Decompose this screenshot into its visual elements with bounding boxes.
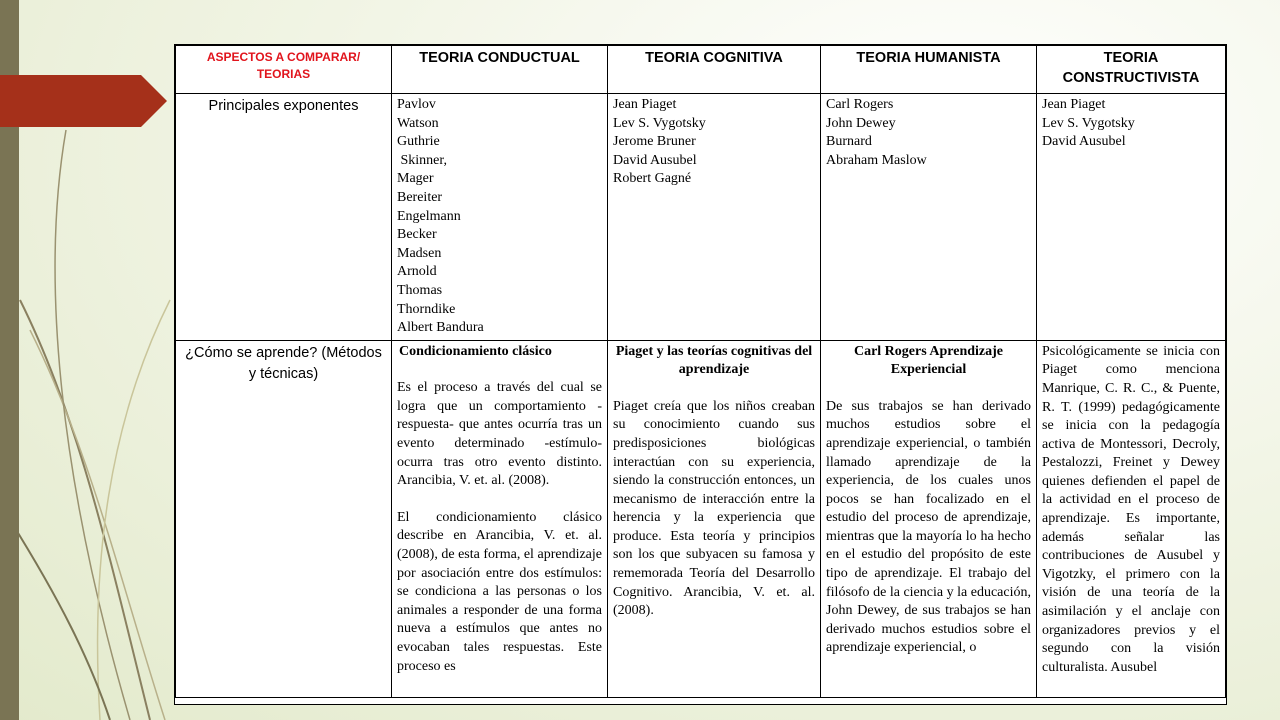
list-item: Pavlov	[397, 97, 436, 112]
list-item: Thomas	[397, 282, 443, 298]
list-item: Engelmann	[397, 208, 461, 224]
list-item: Lev S. Vygotsky	[613, 115, 706, 131]
header-constructivista: TEORIA CONSTRUCTIVISTA	[1037, 46, 1226, 94]
list-item: Becker	[397, 227, 437, 243]
cell-constructivista-metodos	[1037, 340, 1226, 698]
cell-paragraph: El condicionamiento clásico describe en Arancibia, V. et. al. (2008), de esta forma, el aprendizaje por asociación entre dos estímulos: se condiciona a las personas o los animales a responder de una forma nueva a estímulos que antes no evocaban tales respuestas. Este proceso es	[397, 509, 602, 674]
comparison-table	[174, 44, 1227, 705]
cell-humanista-exponentes	[821, 94, 1037, 341]
list-item: David Ausubel	[613, 152, 697, 168]
header-humanista: TEORIA HUMANISTA	[821, 46, 1037, 94]
table-header-row	[176, 46, 1226, 94]
cell-paragraph: De sus trabajos se han derivado muchos estudios sobre el aprendizaje experiencial, o también llamado aprendizaje de la experiencia, de los cuales unos pocos se han focalizado en el estudio del proceso de aprendizaje, mientras que la mayoría lo ha hecho en el estudio del propósito de este tipo de aprendizaje. El trabajo del filósofo de la ciencia y la educación, John Dewey, de sus trabajos se han derivado muchos estudios sobre el aprendizaje experiencial, o	[826, 398, 1031, 656]
cell-constructivista-exponentes	[1037, 94, 1226, 341]
list-item: Arnold	[397, 264, 437, 280]
list-item: Thorndike	[397, 301, 456, 317]
cell-cognitiva-exponentes	[608, 94, 821, 341]
list-item: David Ausubel	[1042, 134, 1126, 150]
list-item: Skinner,	[397, 152, 447, 168]
header-conductual: TEORIA CONDUCTUAL	[392, 46, 608, 94]
list-item: Robert Gagné	[613, 171, 692, 187]
list-item: Lev S. Vygotsky	[1042, 115, 1135, 131]
cell-title: Condicionamiento clásico	[399, 343, 552, 359]
list-item: Guthrie	[397, 134, 440, 150]
list-item: Albert Bandura	[397, 320, 484, 336]
list-item: Carl Rogers	[826, 97, 894, 112]
list-item: Jean Piaget	[1042, 97, 1106, 112]
list-item: John Dewey	[826, 115, 896, 131]
header-aspectos: ASPECTOS A COMPARAR/ TEORIAS	[176, 46, 392, 94]
list-item: Watson	[397, 115, 439, 131]
list-item: Bereiter	[397, 189, 443, 205]
row-label-exponentes: Principales exponentes	[176, 94, 392, 341]
table-row	[176, 340, 1226, 698]
cell-title: Piaget y las teorías cognitivas del aprendizaje	[615, 343, 813, 378]
cell-conductual-exponentes	[392, 94, 608, 341]
list-item: Burnard	[826, 134, 872, 150]
list-item: Madsen	[397, 245, 442, 261]
cell-paragraph: Psicológicamente se inicia con Piaget como menciona Manrique, C. R. C., & Puente, R. T. (1999) pedagógicamente se inicia con la pedagogía activa de Montessori, Decroly, Pestalozzi, Freinet y Dewey quienes defienden el papel de la actividad en el proceso de aprendizaje. Es importante, además señalar las contribuciones de Ausubel y Vigotzky, el primero con la visión de una teoría de la asimilación y el anclaje con organizadores previos y el segundo con la visión culturalista. Ausubel	[1042, 343, 1220, 675]
list-item: Jean Piaget	[613, 97, 677, 112]
cell-conductual-metodos	[392, 340, 608, 698]
cell-humanista-metodos	[821, 340, 1037, 698]
cell-title: Carl Rogers Aprendizaje Experiencial	[853, 343, 1004, 378]
cell-paragraph: Es el proceso a través del cual se logra que un comportamiento -respuesta- que antes ocurría tras un evento determinado -estímulo- ocurra tras otro evento distinto. Arancibia, V. et. al. (2008).	[397, 380, 602, 489]
pentagon-arrow-shape	[0, 75, 167, 127]
list-item: Jerome Bruner	[613, 134, 696, 150]
cell-paragraph: Piaget creía que los niños creaban su conocimiento cuando sus predisposiciones biológicas interactúan con su experiencia, siendo la construcción entonces, un mecanismo de interacción entre la herencia y la experiencia que produce. Esta teoría y principios son los que subyacen su famosa y rememorada Teoría del Desarrollo Cognitivo. Arancibia, V. et. al. (2008).	[613, 398, 815, 619]
table-row	[176, 94, 1226, 341]
list-item: Abraham Maslow	[826, 152, 927, 168]
list-item: Mager	[397, 171, 434, 187]
cell-cognitiva-metodos	[608, 340, 821, 698]
row-label-como-se-aprende: ¿Cómo se aprende? (Métodos y técnicas)	[176, 340, 392, 698]
header-cognitiva: TEORIA COGNITIVA	[608, 46, 821, 94]
